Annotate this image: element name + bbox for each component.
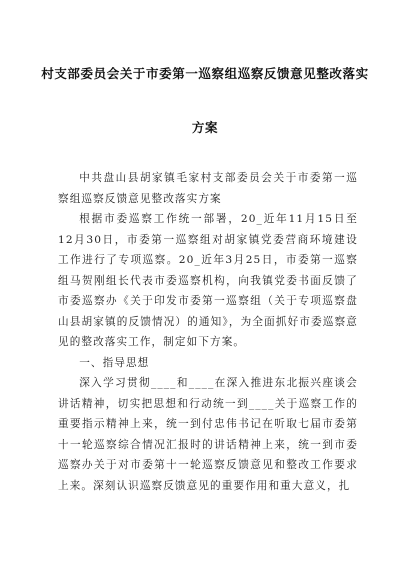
document-title: 村支部委员会关于市委第一巡察组巡察反馈意见整改落实	[41, 66, 369, 81]
paragraph-guiding-ideology: 深入学习贯彻____和____在深入推进东北振兴座谈会讲话精神，切实把思想和行动统一到____关于巡察工作的重要指示精神上来，统一到付忠伟书记在听取七届市委第十一轮巡察综合情况汇报时的讲话精神上来，统一到市委巡察办关于对市委第十一轮巡察反馈意见和整改工作要求上来。深刻认识巡察反馈意见的重要作用和重大意义，扎	[58, 377, 358, 492]
document-body	[58, 160, 358, 496]
section-heading-guiding-ideology: 一、指导思想	[79, 356, 150, 369]
paragraph-background: 根据市委巡察工作统一部署，20_近年11月15日至12月30日，市委第一巡察组对胡家镇党委营商环境建设工作进行了专项巡察。20_近年3月25日，市委第一巡察组马贺刚组长代表市委巡察机构，向我镇党委书面反馈了市委巡察办《关于印发市委第一巡察组（关于专项巡察盘山县胡家镇的反馈情况）的通知》，为全面抓好市委巡察意见的整改落实工作，制定如下方案。	[58, 213, 358, 348]
document-title-continuation: 方案	[191, 120, 219, 135]
paragraph-subtitle: 中共盘山县胡家镇毛家村支部委员会关于市委第一巡察组巡察反馈意见整改落实方案	[58, 172, 358, 205]
